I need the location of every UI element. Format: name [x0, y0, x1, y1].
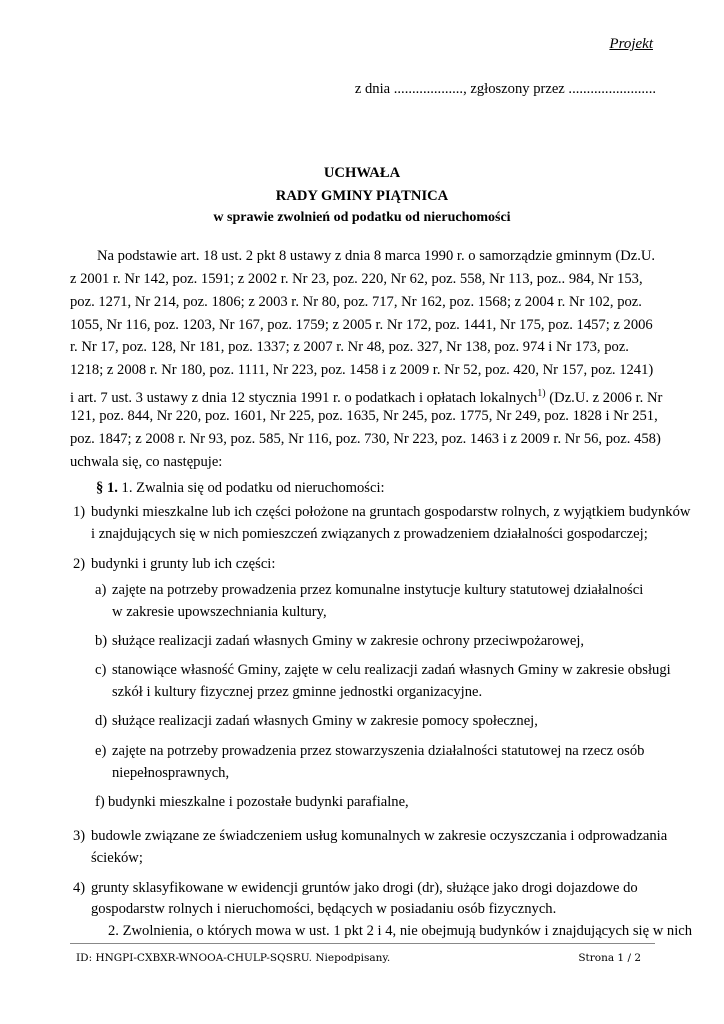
subitem-e-text-cont: niepełnosprawnych, — [112, 765, 230, 781]
subitem-letter: c) — [95, 662, 107, 678]
subitem-letter: f) — [95, 794, 105, 810]
item-3-text: budowle związane ze świadczeniem usług komunalnych w zakresie oczyszczania i odprowadzania — [91, 828, 668, 844]
item-4-text: grunty sklasyfikowane w ewidencji gruntów jako drogi (dr), służące jako drogi dojazdowe do — [91, 880, 638, 896]
preamble-line: r. Nr 17, poz. 128, Nr 181, poz. 1337; z 2007 r. Nr 48, poz. 327, Nr 138, poz. 974 i Nr 173, poz. — [70, 339, 629, 356]
footnote-mark: 1) — [537, 388, 546, 400]
preamble-line: 1055, Nr 116, poz. 1203, Nr 167, poz. 1759; z 2005 r. Nr 172, poz. 1441, Nr 175, poz. 1457; z 2006 — [70, 316, 653, 333]
section-sign: § 1. — [96, 480, 118, 496]
preamble-line: 121, poz. 844, Nr 220, poz. 1601, Nr 225, poz. 1635, Nr 245, poz. 1775, Nr 249, poz. 1828 i Nr 251, — [70, 407, 658, 424]
preamble-line-text: (Dz.U. z 2006 r. Nr — [545, 390, 663, 407]
section-1-intro-text: 1. Zwalnia się od podatku od nieruchomości: — [117, 480, 385, 496]
subitem-b-text: służące realizacji zadań własnych Gminy w zakresie ochrony przeciwpożarowej, — [112, 633, 585, 649]
page-number: Strona 1 / 2 — [578, 952, 641, 964]
item-number: 3) — [73, 828, 86, 844]
item-number: 1) — [73, 504, 86, 520]
subitem-letter: d) — [95, 713, 108, 729]
item-number: 4) — [73, 880, 86, 896]
preamble-line: uchwala się, co następuje: — [70, 453, 223, 470]
document-subject: w sprawie zwolnień od podatku od nieruchomości — [213, 210, 511, 225]
item-1-text-cont: i znajdujących się w nich pomieszczeń związanych z prowadzeniem działalności gospodarczej; — [91, 526, 648, 542]
subitem-a-text: zajęte na potrzeby prowadzenia przez komunalne instytucje kultury statutowej działalności — [112, 582, 644, 598]
council-name: RADY GMINY PIĄTNICA — [275, 188, 449, 204]
subitem-d-text: służące realizacji zadań własnych Gminy w zakresie pomocy społecznej, — [112, 713, 538, 729]
point-2-text: 2. Zwolnienia, o których mowa w ust. 1 pkt 2 i 4, nie obejmują budynków i znajdujących się w nich — [108, 923, 693, 939]
preamble-line: 1218; z 2008 r. Nr 180, poz. 1111, Nr 223, poz. 1458 i z 2009 r. Nr 52, poz. 420, Nr 157, poz. 1241) — [70, 362, 654, 379]
projekt-label: Projekt — [609, 36, 653, 52]
item-4-text-cont: gospodarstw rolnych i nieruchomości, będących w posiadaniu osób fizycznych. — [91, 901, 557, 917]
item-2-text: budynki i grunty lub ich części: — [91, 556, 276, 572]
subitem-letter: e) — [95, 743, 107, 759]
item-number: 2) — [73, 556, 86, 572]
subitem-letter: b) — [95, 633, 108, 649]
document-id: ID: HNGPI-CXBXR-WNOOA-CHULP-SQSRU. Niepodpisany. — [76, 952, 391, 964]
preamble-line — [70, 383, 663, 407]
subitem-e-text: zajęte na potrzeby prowadzenia przez stowarzyszenia działalności statutowej na rzecz osób — [112, 743, 645, 759]
item-1-text: budynki mieszkalne lub ich części położone na gruntach gospodarstw rolnych, z wyjątkiem budynków — [91, 504, 691, 520]
date-line: z dnia ..................., zgłoszony przez ........................ — [354, 81, 656, 97]
section-1-intro — [96, 478, 385, 499]
subitem-a-text-cont: w zakresie upowszechniania kultury, — [112, 604, 327, 620]
subitem-f-text: budynki mieszkalne i pozostałe budynki parafialne, — [108, 794, 409, 810]
preamble-line: Na podstawie art. 18 ust. 2 pkt 8 ustawy z dnia 8 marca 1990 r. o samorządzie gminnym (Dz.U. — [97, 248, 656, 264]
subitem-letter: a) — [95, 582, 107, 598]
preamble-line: poz. 1271, Nr 214, poz. 1806; z 2003 r. Nr 80, poz. 717, Nr 162, poz. 1568; z 2004 r. Nr 102, poz. — [70, 293, 642, 310]
preamble — [70, 246, 663, 474]
preamble-line: poz. 1847; z 2008 r. Nr 93, poz. 585, Nr 116, poz. 730, Nr 223, poz. 1463 i z 2009 r. Nr 56, poz. 458) — [70, 430, 661, 447]
document-title: UCHWAŁA — [323, 165, 401, 181]
preamble-line: z 2001 r. Nr 142, poz. 1591; z 2002 r. Nr 23, poz. 220, Nr 62, poz. 558, Nr 113, poz.. 984, Nr 153, — [70, 270, 643, 287]
preamble-line-text: i art. 7 ust. 3 ustawy z dnia 12 stycznia 1991 r. o podatkach i opłatach lokalnych — [70, 390, 538, 407]
subitem-c-text-cont: szkół i kultury fizycznej przez gminne jednostki organizacyjne. — [112, 684, 483, 700]
footer-divider — [70, 943, 655, 944]
item-3-text-cont: ścieków; — [91, 850, 143, 866]
subitem-c-text: stanowiące własność Gminy, zajęte w celu realizacji zadań własnych Gminy w zakresie obsługi — [112, 662, 671, 678]
